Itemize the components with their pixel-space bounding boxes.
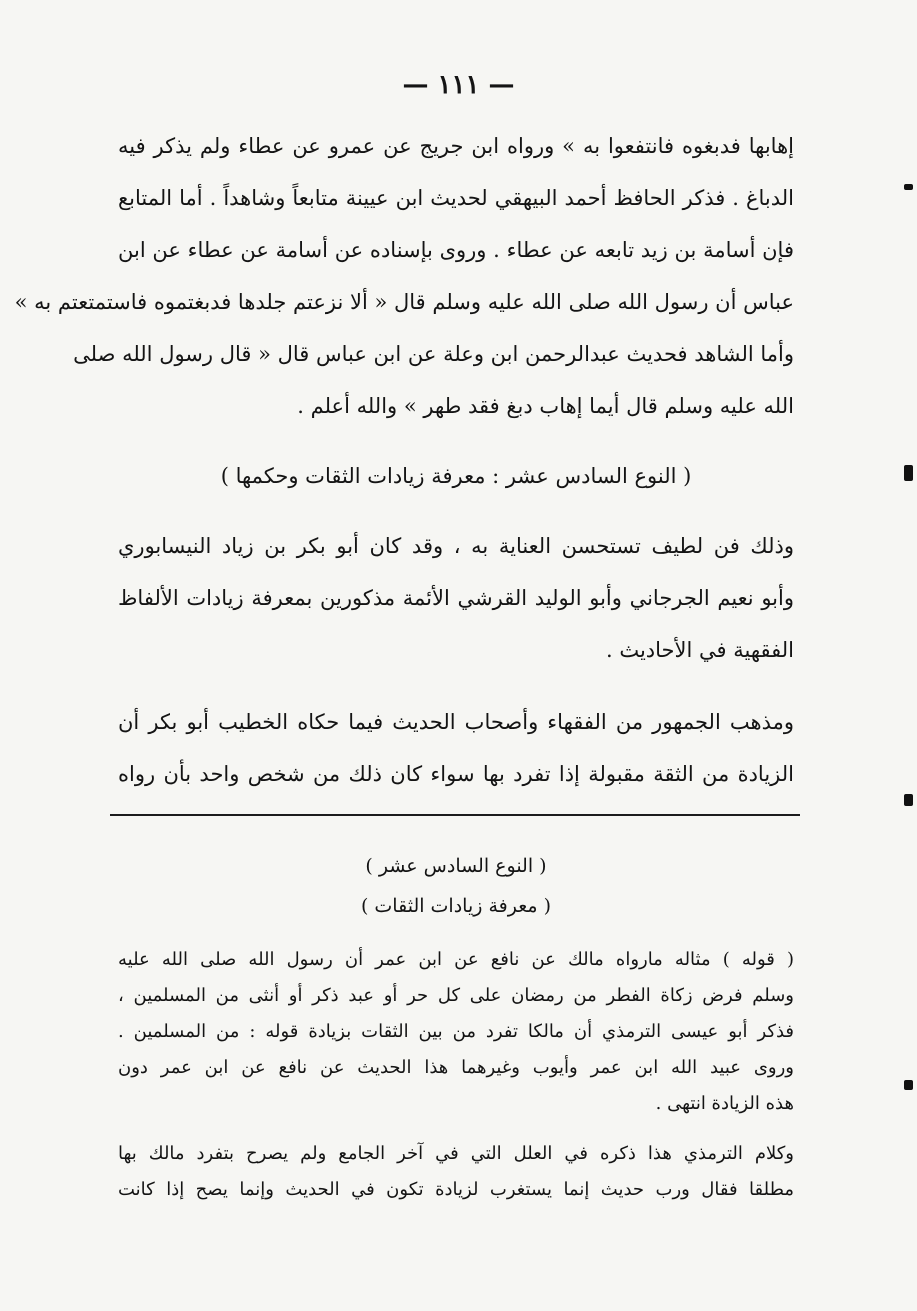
text-line: الدباغ . فذكر الحافظ أحمد البيهقي لحديث ابن عيينة متابعاً وشاهداً . أما المتابع [118,186,794,210]
footnote-divider [110,814,800,816]
text-line: وأما الشاهد فحديث عبدالرحمن ابن وعلة عن ابن عباس قال « قال رسول الله صلى [73,342,794,366]
footnote-paragraph-1 [118,942,794,1122]
paragraph-1 [14,120,794,432]
text-line: الله عليه وسلم قال أيما إهاب دبغ فقد طهر » والله أعلم . [297,394,794,418]
note-line: وسلم فرض زكاة الفطر من رمضان على كل حر أو عبد ذكر أو أنثى من المسلمين ، [118,985,794,1006]
section-heading: ( النوع السادس عشر : معرفة زيادات الثقات وحكمها ) [220,464,692,488]
paragraph-2 [118,520,794,676]
paragraph-3 [118,696,794,800]
text-line: الفقهية في الأحاديث . [605,638,794,662]
margin-mark [904,1080,913,1090]
text-line: وأبو نعيم الجرجاني وأبو الوليد القرشي الأئمة مذكورين بمعرفة زيادات الألفاظ [118,586,794,610]
text-line: إهابها فدبغوه فانتفعوا به » ورواه ابن جريج عن عمرو عن عطاء ولم يذكر فيه [118,134,794,158]
text-line: فإن أسامة بن زيد تابعه عن عطاء . وروى بإسناده عن أسامة عن عطاء عن ابن [118,238,794,262]
note-line: مطلقا فقال ورب حديث إنما يستغرب لزيادة تكون في الحديث وإنما يصح إذا كانت [118,1179,794,1200]
margin-mark [904,794,913,806]
footnote-subheading: ( معرفة زيادات الثقات ) [360,895,552,917]
note-line: فذكر أبو عيسى الترمذي أن مالكا تفرد من بين الثقات بزيادة قوله : من المسلمين . [118,1021,794,1042]
footnote-heading: ( النوع السادس عشر ) [365,855,547,877]
text-line: الزيادة من الثقة مقبولة إذا تفرد بها سواء كان ذلك من شخص واحد بأن رواه [118,762,794,786]
text-line: وذلك فن لطيف تستحسن العناية به ، وقد كان أبو بكر بن زياد النيسابوري [118,534,794,558]
page-number: — ١١١ — [402,70,515,100]
note-line: وكلام الترمذي هذا ذكره في العلل التي في آخر الجامع ولم يصرح بتفرد مالك بها [118,1143,794,1164]
note-line: هذه الزيادة انتهى . [655,1093,794,1114]
footnote-paragraph-2 [118,1136,794,1208]
note-line: وروى عبيد الله ابن عمر وأيوب وغيرهما هذا الحديث عن نافع عن ابن عمر دون [118,1057,794,1078]
note-line: ( قوله ) مثاله مارواه مالك عن نافع عن ابن عمر أن رسول الله صلى الله عليه [118,949,794,970]
footnotes [118,846,794,1208]
margin-mark [904,184,913,190]
main-text [14,120,794,800]
text-line: عباس أن رسول الله صلى الله عليه وسلم قال « ألا نزعتم جلدها فدبغتموه فاستمتعتم به » [14,290,794,314]
margin-mark [904,465,913,481]
text-line: ومذهب الجمهور من الفقهاء وأصحاب الحديث فيما حكاه الخطيب أبو بكر أن [118,710,794,734]
